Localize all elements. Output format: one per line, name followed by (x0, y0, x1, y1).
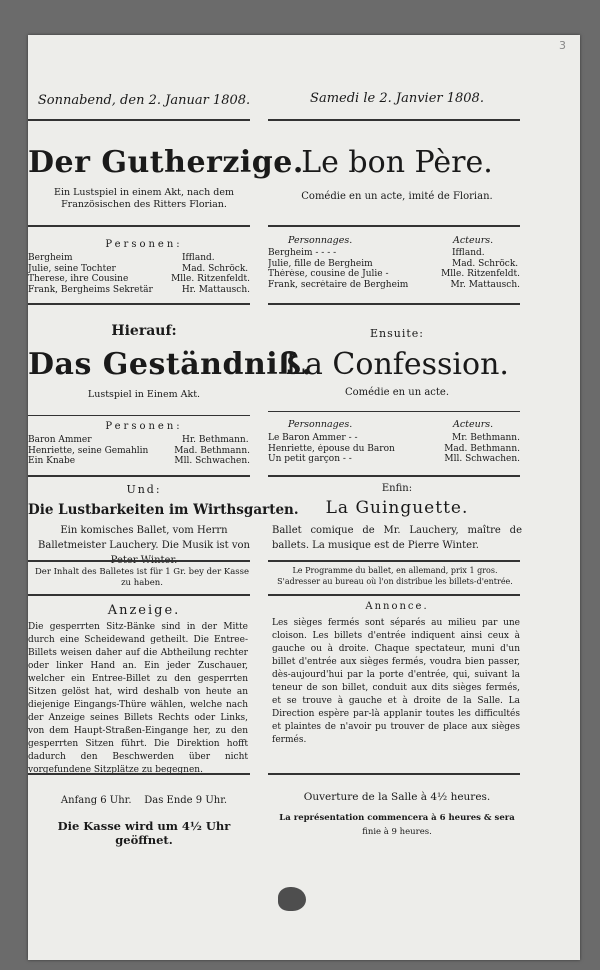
cast-role: Bergheim - - - - (268, 248, 337, 258)
cast-actor: Mll. Schwachen. (174, 456, 250, 466)
play1-subtitle-german: Ein Lustspiel in einem Akt, nach dem Französischen des Ritters Florian. (54, 187, 234, 210)
cast-list-french-1 (268, 248, 520, 290)
cast-row (28, 446, 250, 457)
actors-label-french: Acteurs. (453, 235, 494, 246)
play1-subtitle-french: Comédie en un acte, imité de Florian. (301, 191, 493, 202)
paper-hole (278, 887, 306, 911)
cast-row (28, 285, 250, 296)
divider (268, 225, 520, 227)
divider (268, 475, 520, 477)
divider (28, 303, 250, 305)
play3-title-german: Die Lustbarkeiten im Wirthsgarten. (28, 502, 299, 518)
play1-title-german: Der Gutherzige. (28, 145, 304, 180)
cast-role: Henriette, seine Gemahlin (28, 445, 149, 456)
cast-role: Julie, fille de Bergheim (268, 258, 373, 269)
cast-row (28, 253, 250, 264)
cast-row (268, 433, 520, 444)
cast-actor: Mad. Bethmann. (444, 443, 520, 454)
divider (268, 594, 520, 596)
divider (268, 411, 520, 412)
playbill-sheet (28, 35, 580, 960)
cast-role: Henriette, épouse du Baron (268, 443, 395, 454)
cast-row (268, 259, 520, 270)
divider (28, 773, 250, 775)
cast-row (268, 454, 520, 465)
times-french-line2: finie à 9 heures. (362, 827, 432, 837)
cast-role: Julie, seine Tochter (28, 263, 116, 274)
notice-title-french: Annonce. (365, 601, 429, 612)
persons-label-german-2: Personen: (105, 421, 183, 432)
persons-label-german: Personen: (105, 239, 183, 250)
cast-actor: Mlle. Ritzenfeldt. (171, 274, 250, 284)
cast-actor: Hr. Mattausch. (181, 284, 250, 295)
cast-row (28, 264, 250, 275)
play2-intro-french: Ensuite: (370, 327, 424, 340)
divider (28, 225, 250, 227)
cast-role: Frank, Bergheims Sekretär (28, 284, 153, 295)
cast-list-german-2 (28, 435, 250, 467)
play2-title-german: Das Geständniß. (28, 347, 313, 382)
cast-actor: Iffland. (452, 248, 485, 258)
cast-list-german-1 (28, 253, 250, 295)
notice-text-french: Les sièges fermés sont séparés au milieu par une cloison. Les billets d'entrée indiquent ainsi ceux à gauche ou à droite. Chaque spectateur, muni d'un billet d'entrée aux sièges fermés, voudra bien passer, dès-aujourd'hui par la porte d'entrée, qui, suivant la teneur de son billet, conduit aux dits sièges fermés, et se trouve à gauche et à droite de la Salle. La Direction espère par-là applanir toutes les difficultés et plaintes de n'avoir pu trouver de place aux sièges fermés. (272, 618, 520, 745)
cast-role: Le Baron Ammer - - (268, 433, 358, 443)
divider (28, 119, 250, 121)
divider (28, 594, 250, 596)
cast-row (28, 456, 250, 467)
divider (268, 560, 520, 562)
ballet-note-french: Le Programme du ballet, en allemand, prix 1 gros. S'adresser au bureau où l'on distribue les billets-d'entrée. (277, 566, 513, 586)
play2-subtitle-german: Lustspiel in Einem Akt. (87, 389, 201, 400)
divider (268, 303, 520, 305)
play3-intro-german: Und: (126, 483, 162, 496)
cast-actor: Iffland. (182, 253, 215, 263)
play2-title-french: La Confession. (285, 347, 509, 382)
cast-actor: Mll. Schwachen. (444, 454, 520, 464)
play2-subtitle-french: Comédie en un acte. (344, 387, 450, 398)
play3-intro-french: Enfin: (381, 483, 413, 494)
cast-actor: Mad. Schröck. (182, 263, 249, 274)
play1-title-french: Le bon Père. (301, 145, 493, 180)
cast-actor: Mr. Mattausch. (450, 279, 520, 290)
cast-role: Un petit garçon - - (268, 454, 352, 464)
date-french: Samedi le 2. Janvier 1808. (310, 91, 484, 106)
times-french-line1: La représentation commencera à 6 heures & sera (279, 813, 515, 823)
actors-label-french-2: Acteurs. (453, 419, 494, 430)
play3-title-french: La Guinguette. (325, 498, 469, 518)
notice-text-german: Die gesperrten Sitz-Bänke sind in der Mitte durch eine Scheidewand getheilt. Die Entree-Billets weisen daher auf die Abtheilung rechter oder linker Hand an. Ein jeder Zuschauer, welcher ein Entree-Billet zu den gesperrten Sitzen gelöst hat, wird deshalb von heute an diejenige Eingangs-Thüre wählen, welche nach der Anzeige seines Billets Rechts oder Links, von dem Haupt-Straßen-Eingange her, zu den gesperrten Sitzen führt. Die Direktion hofft dadurch den Beschwerden über nicht vorgefundene Sitzplätze zu begegnen. (28, 622, 248, 775)
opening-french: Ouverture de la Salle à 4½ heures. (303, 791, 491, 803)
date-german: Sonnabend, den 2. Januar 1808. (37, 93, 251, 108)
cast-row (28, 435, 250, 446)
cast-role: Ein Knabe (28, 456, 76, 466)
cast-actor: Mad. Bethmann. (174, 445, 250, 456)
cast-list-french-2 (268, 433, 520, 465)
divider (28, 475, 250, 477)
divider (268, 773, 520, 775)
cast-actor: Mad. Schröck. (452, 258, 519, 269)
cast-role: Thérèse, cousine de Julie - (268, 269, 389, 279)
play3-subtitle-french: Ballet comique de Mr. Lauchery, maître de ballets. La musique est de Pierre Winter. (272, 525, 522, 551)
divider (28, 560, 250, 562)
cast-actor: Mlle. Ritzenfeldt. (441, 269, 520, 279)
box-office-german: Die Kasse wird um 4½ Uhr geöffnet. (57, 819, 231, 847)
cast-role: Therese, ihre Cousine (28, 274, 129, 284)
cast-role: Frank, secrétaire de Bergheim (268, 279, 409, 290)
play2-intro-german: Hierauf: (111, 323, 177, 339)
notice-title-german: Anzeige. (107, 603, 181, 618)
cast-role: Baron Ammer (28, 435, 92, 445)
page-number: 3 (559, 39, 566, 52)
cast-row (268, 269, 520, 280)
cast-role: Bergheim (28, 253, 73, 263)
cast-actor: Mr. Bethmann. (452, 433, 520, 443)
cast-row (268, 280, 520, 291)
persons-label-french-2: Personnages. (288, 419, 353, 430)
divider (28, 415, 250, 416)
persons-label-french: Personnages. (288, 235, 353, 246)
cast-row (268, 248, 520, 259)
divider (268, 119, 520, 121)
times-german: Anfang 6 Uhr. Das Ende 9 Uhr. (60, 795, 228, 806)
cast-row (268, 444, 520, 455)
play3-subtitle-german: Ein komisches Ballet, vom Herrn Balletmeister Lauchery. Die Musik ist von Peter Winter. (38, 525, 250, 566)
ballet-note-german: Der Inhalt des Balletes ist für 1 Gr. bey der Kasse zu haben. (34, 567, 250, 588)
cast-actor: Hr. Bethmann. (182, 435, 249, 445)
cast-row (28, 274, 250, 285)
